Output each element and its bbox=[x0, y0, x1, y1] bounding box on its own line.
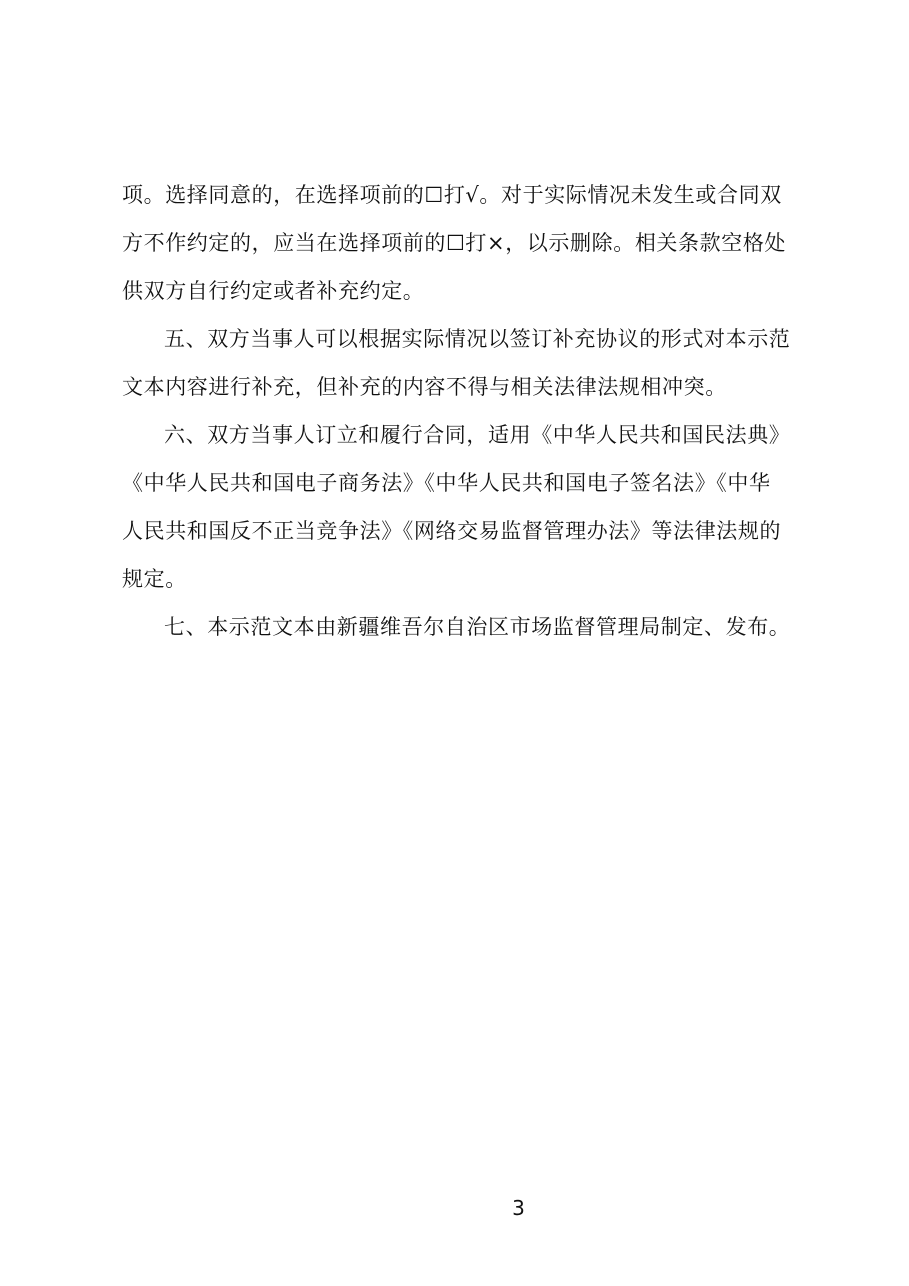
paragraph-line: 规定。 bbox=[122, 567, 187, 591]
paragraph-line: 人民共和国反不正当竞争法》《网络交易监督管理办法》等法律法规的 bbox=[122, 519, 782, 543]
paragraph-line: 七、本示范文本由新疆维吾尔自治区市场监督管理局制定、发布。 bbox=[164, 615, 791, 639]
page-number: 3 bbox=[512, 1196, 525, 1220]
paragraph-line: 五、双方当事人可以根据实际情况以签订补充协议的形式对本示范 bbox=[164, 327, 791, 351]
paragraph-line: 项。选择同意的，在选择项前的☐打√。对于实际情况未发生或合同双 bbox=[122, 183, 782, 207]
paragraph-line: 六、双方当事人订立和履行合同，适用《中华人民共和国民法典》 bbox=[164, 423, 791, 447]
paragraph-line: 文本内容进行补充，但补充的内容不得与相关法律法规相冲突。 bbox=[122, 375, 727, 399]
paragraph-line: 供双方自行约定或者补充约定。 bbox=[122, 279, 425, 303]
paragraph-line: 《中华人民共和国电子商务法》《中华人民共和国电子签名法》《中华 bbox=[122, 471, 771, 495]
paragraph-line: 方不作约定的，应当在选择项前的☐打×，以示删除。相关条款空格处 bbox=[122, 231, 787, 255]
